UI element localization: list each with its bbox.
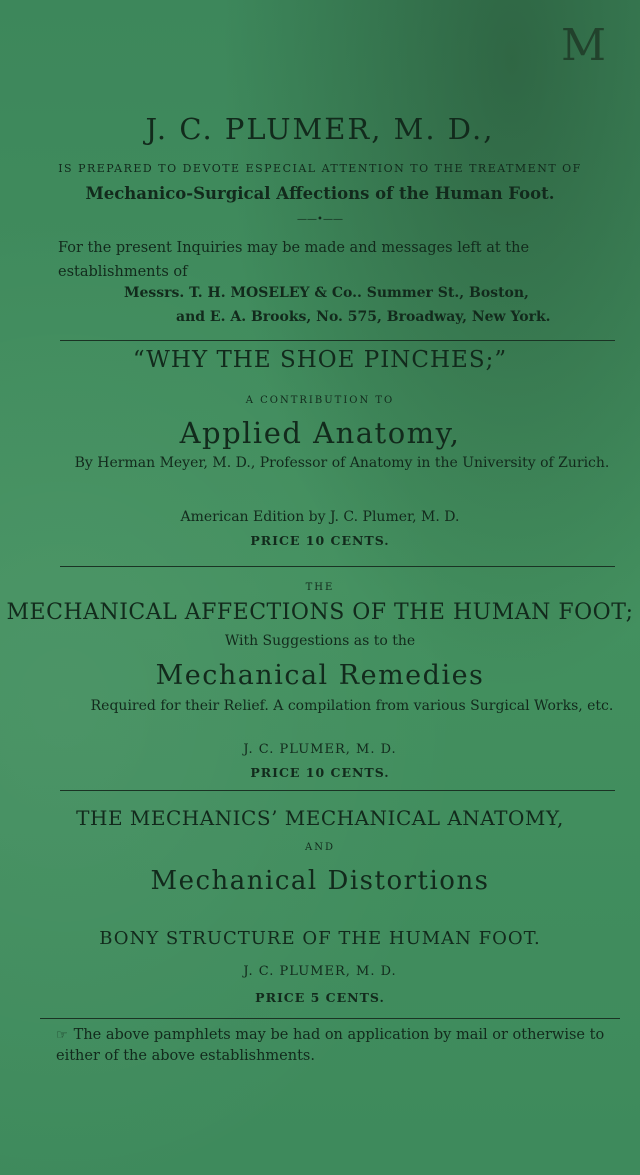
pointing-hand-icon: ☞: [56, 1028, 68, 1043]
section1-edition: American Edition by J. C. Plumer, M. D.: [180, 509, 460, 525]
section3-subtitle: BONY STRUCTURE OF THE HUMAN FOOT.: [99, 928, 541, 949]
notice-text: For the present Inquiries may be made and messages left at the establishments of: [58, 240, 530, 280]
divider-rule: [60, 340, 615, 341]
section2-with: With Suggestions as to the: [224, 633, 416, 649]
section2-display-title: Mechanical Remedies: [155, 660, 485, 691]
section1-price: PRICE 10 CENTS.: [250, 533, 390, 548]
address-new-york: and E. A. Brooks, No. 575, Broadway, New York.: [176, 309, 551, 325]
section1-display-title: Applied Anatomy,: [179, 416, 461, 450]
section3-and: AND: [305, 842, 335, 853]
ornament-divider: ——•——: [297, 214, 343, 225]
footer-text: The above pamphlets may be had on application by mail or otherwise to either of the above establishments.: [56, 1027, 605, 1064]
divider-rule: [40, 1018, 620, 1019]
address-boston: Messrs. T. H. MOSELEY & Co.. Summer St., Boston,: [124, 285, 529, 301]
corner-handwritten-mark: M: [560, 20, 606, 71]
section1-contribution: A CONTRIBUTION TO: [245, 395, 395, 406]
divider-rule: [60, 566, 615, 567]
section2-title: MECHANICAL AFFECTIONS OF THE HUMAN FOOT;: [6, 600, 634, 625]
author-name-heading: J. C. PLUMER, M. D.,: [145, 112, 495, 146]
section2-article: THE: [305, 582, 335, 593]
section2-price: PRICE 10 CENTS.: [250, 765, 390, 780]
section2-author: J. C. PLUMER, M. D.: [243, 742, 397, 757]
specialty-line: Mechanico-Surgical Affections of the Human Foot.: [85, 184, 555, 203]
section1-title: “WHY THE SHOE PINCHES;”: [132, 347, 508, 373]
section3-title: THE MECHANICS’ MECHANICAL ANATOMY,: [76, 806, 564, 830]
section3-price: PRICE 5 CENTS.: [255, 990, 385, 1005]
section3-display-title: Mechanical Distortions: [150, 866, 490, 896]
divider-rule: [60, 790, 615, 791]
section2-description: Required for their Relief. A compilation from various Surgical Works, etc.: [90, 698, 614, 714]
header-subtitle: IS PREPARED TO DEVOTE ESPECIAL ATTENTION TO THE TREATMENT OF: [58, 162, 582, 175]
footer-note: [56, 1025, 626, 1066]
section1-byline: By Herman Meyer, M. D., Professor of Anatomy in the University of Zurich.: [74, 455, 610, 471]
section3-author: J. C. PLUMER, M. D.: [243, 964, 397, 979]
